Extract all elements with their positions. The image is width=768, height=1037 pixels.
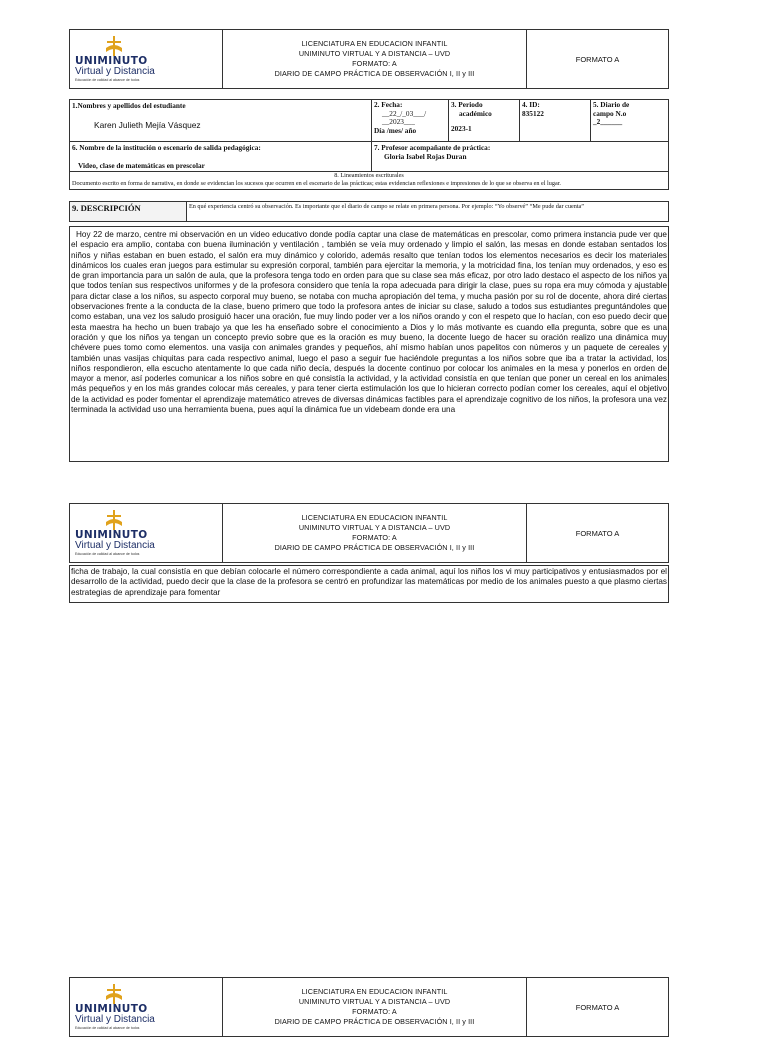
date-format: Día /mes/ año (374, 125, 417, 135)
logo-cell (70, 30, 223, 89)
period-value: 2023-1 (451, 124, 472, 133)
uniminuto-logo (70, 30, 222, 88)
logo-cell (70, 978, 223, 1037)
guidelines-text: Documento escrito en forma de narrativa, en donde se evidencian los sucesos que ocurren en el escenario de las prácticas; estas evidencian reflexiones e impresiones de lo que se observa en el lugar. (72, 180, 561, 187)
header-title-cell (223, 978, 527, 1037)
period-label-1: 3. Periodo (451, 100, 483, 109)
logo-name: UNIMINUTO (75, 529, 148, 541)
header-line-4: DIARIO DE CAMPO PRÁCTICA DE OBSERVACIÓN I, II y III (274, 1017, 475, 1026)
professor-value: Gloria Isabel Rojas Duran (384, 152, 467, 161)
diary-label-1: 5. Diario de (593, 100, 630, 109)
header-line-2: UNIMINUTO VIRTUAL Y A DISTANCIA – UVD (298, 523, 451, 532)
header-title-cell (223, 30, 527, 89)
header-line-2: UNIMINUTO VIRTUAL Y A DISTANCIA – UVD (298, 49, 451, 58)
page-header-1 (69, 29, 669, 89)
header-line-3: FORMATO: A (352, 533, 397, 542)
logo-tagline: Educación de calidad al alcance de todos (75, 1026, 140, 1030)
description-table (69, 201, 669, 222)
period-cell (449, 100, 520, 142)
header-line-4: DIARIO DE CAMPO PRÁCTICA DE OBSERVACIÓN I, II y III (274, 543, 475, 552)
header-line-4: DIARIO DE CAMPO PRÁCTICA DE OBSERVACIÓN I, II y III (274, 69, 475, 78)
logo-mark-icon (104, 510, 124, 530)
logo-mark-icon (104, 984, 124, 1004)
diary-number-value: _2______ (593, 117, 623, 126)
narrative-page-2: ficha de trabajo, la cual consistía en que debían colocarle el número correspondiente a cada animal, aquí los niños los vi muy participativos y entusiasmados por el desarrollo de la actividad, puedo decir que la clase de la profesora se centró en profundizar las matemáticas por medio de los animales puesto a que plasmo ciertas estrategias de aprendizaje para fomentar (69, 565, 669, 603)
uniminuto-logo (70, 978, 222, 1036)
logo-cell (70, 504, 223, 563)
date-cell (372, 100, 449, 142)
page-header-2 (69, 503, 669, 563)
narrative-page-1: Hoy 22 de marzo, centre mi observación en un video educativo donde podía captar una clase de matemáticas en prescolar, como primera instancia pude ver que el espacio era amplio, contaba con buena iluminación y ventilación , también se veía muy ordenado y limpio el salón, las mesas en donde estaban sentados los niños y niñas estaban en buen estado, el salón era muy dinámico y colorido, además resalto que tenían todos los elementos necesarios es decir los materiales dinámicos los cuales eran juegos para estimular su expresión corporal, también para ejercitar la memoria, y la motricidad fina, los tenían muy ordenados, y eso es de gran importancia para un salón de aula, que la profesora tenga todo en orden para que su clase sea más eficaz, por otro lado destaco el aspecto de los niños ya que todos tenían sus respectivos uniformes y de la profesora considero que tenía la ropa adecuada para dirigir la clase, pues su ropa era muy cómoda y ajustable para dictar clase a los niños, su aspecto corporal muy bueno, se notaba con mucha apropiación del tema, y mucha pasión por su rol de docente, ahora diré ciertas observaciones frente a la conducta de la clase, bueno primero que todo la profesora antes de iniciar su clase, saludo a todos sus estudiantes preguntándoles que como estaban, una vez los saludo prosiguió hacer una oración, fue muy lindo poder ver a los niños orando y con el respeto que lo hacían, con eso puedo decir que esta maestra ha hecho un buen trabajo ya que les ha enseñado sobre el conocimiento a Dios y lo más motivante es cuando ella pregunta, sobre que es una oración y que los niños ya tengan un concepto previo sobre que es la oración es muy bueno, la docente luego de hacer su oración realizo una dinámica muy chévere pues tomo como elementos. una vasija con animales grandes y pequeños, ahí mismo habían unos papelitos con números y un paquete de cereales y también unas vasijas chiquitas para cada respectivo animal, luego el paso a seguir fue haciéndole preguntas a los niños sobre que iba a tratar la actividad, los niños respondieron, ella escucho atentamente lo que cada niño decía, después la docente continuo por colocar los animales en la mesa y ponerlos en orden de mayor a menor, así poderles comunicar a los niños sobre en qué consistía la actividad, y la actividad consistía en que tenían que poner un cereal en los animales más pequeños y en los más grandes colocar más cereales, y para tener cierta estimulación los que lo hicieran correcto podían comer los cereales, aquí el objetivo de la actividad es poder fomentar el aprendizaje matemático atreves de diversas dinámicas factibles para el aprendizaje cognitivo de los niños, la profesora una vez terminada la actividad uso una herramienta buena, pues aquí la dinámica fue un videbeam donde era una (69, 226, 669, 462)
logo-name: UNIMINUTO (75, 55, 148, 67)
formato-cell: FORMATO A (527, 504, 669, 563)
logo-subtitle: Virtual y Distancia (75, 66, 155, 77)
formato-cell: FORMATO A (527, 30, 669, 89)
description-label: 9. DESCRIPCIÓN (70, 202, 187, 222)
guidelines-cell (70, 172, 669, 190)
page-header-3 (69, 977, 669, 1037)
diary-label-2: campo N.o (593, 108, 627, 118)
id-label: 4. ID: (522, 100, 540, 109)
logo-subtitle: Virtual y Distancia (75, 540, 155, 551)
header-line-2: UNIMINUTO VIRTUAL Y A DISTANCIA – UVD (298, 997, 451, 1006)
date-value: __22_/_03___/ (382, 108, 427, 118)
uniminuto-logo (70, 504, 222, 562)
institution-cell (70, 142, 372, 172)
professor-label: 7. Profesor acompañante de práctica: (374, 143, 491, 152)
logo-tagline: Educación de calidad al alcance de todos (75, 552, 140, 556)
logo-subtitle: Virtual y Distancia (75, 1014, 155, 1025)
header-line-3: FORMATO: A (352, 1007, 397, 1016)
date-year: __2023___ (382, 117, 415, 126)
guidelines-label: 8. Lineamientos escriturales (334, 172, 404, 179)
student-name-label: 1.Nombres y apellidos del estudiante (72, 101, 186, 110)
student-name-cell (70, 100, 372, 142)
header-line-1: LICENCIATURA EN EDUCACION INFANTIL (301, 987, 448, 996)
description-hint: En qué experiencia centró su observación. Es importante que el diario de campo se relate en primera persona. Por ejemplo: “Yo observé” “Me pude dar cuenta” (187, 202, 669, 222)
header-line-1: LICENCIATURA EN EDUCACION INFANTIL (301, 513, 448, 522)
institution-label: 6. Nombre de la institución o escenario de salida pedagógica: (72, 143, 261, 152)
header-title-cell (223, 504, 527, 563)
formato-cell: FORMATO A (527, 978, 669, 1037)
institution-value: Video, clase de matemáticas en prescolar (78, 161, 205, 170)
student-info-table (69, 99, 669, 190)
period-label-2: académico (459, 108, 492, 118)
header-line-3: FORMATO: A (352, 59, 397, 68)
logo-tagline: Educación de calidad al alcance de todos (75, 78, 140, 82)
date-label: 2. Fecha: (374, 100, 403, 109)
diary-number-cell (591, 100, 669, 142)
professor-cell (372, 142, 669, 172)
student-name-value: Karen Julieth Mejía Vásquez (94, 120, 201, 130)
logo-name: UNIMINUTO (75, 1003, 148, 1015)
id-cell (520, 100, 591, 142)
header-line-1: LICENCIATURA EN EDUCACION INFANTIL (301, 39, 448, 48)
logo-mark-icon (104, 36, 124, 56)
id-value: 835122 (522, 108, 544, 118)
